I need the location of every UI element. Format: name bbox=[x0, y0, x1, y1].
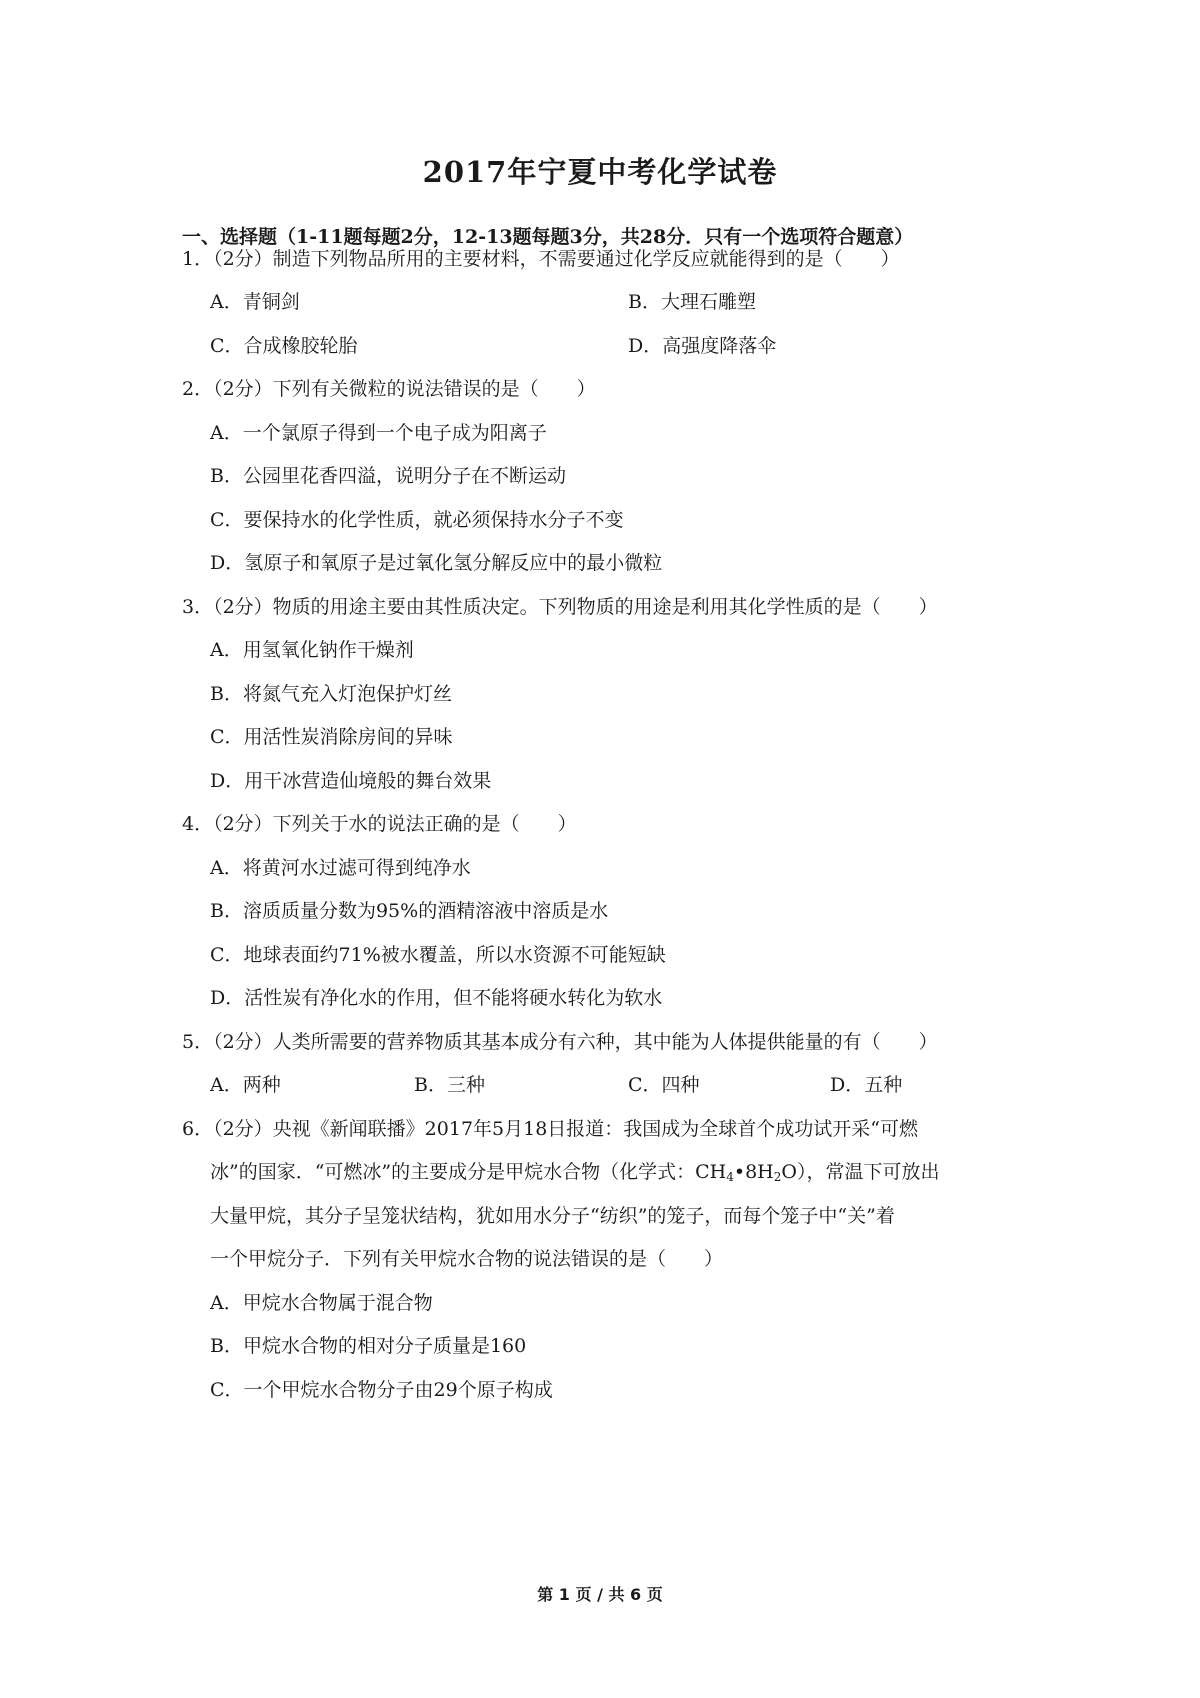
question-3-option-d: D．用干冰营造仙境般的舞台效果 bbox=[210, 770, 492, 792]
question-6-stem-line-3: 大量甲烷，其分子呈笼状结构，犹如用水分子“纺织”的笼子，而每个笼子中“关”着 bbox=[210, 1205, 895, 1227]
question-5-option-d: D．五种 bbox=[830, 1074, 903, 1096]
question-2-stem: 2．（2分）下列有关微粒的说法错误的是（ ） bbox=[182, 378, 596, 400]
question-1-option-d: D．高强度降落伞 bbox=[628, 335, 777, 357]
question-4-option-a: A．将黄河水过滤可得到纯净水 bbox=[210, 857, 471, 879]
question-1-option-c: C．合成橡胶轮胎 bbox=[210, 335, 358, 357]
question-6-option-a: A．甲烷水合物属于混合物 bbox=[210, 1292, 433, 1314]
question-2-option-a: A．一个氯原子得到一个电子成为阳离子 bbox=[210, 422, 547, 444]
question-6-stem-line-4: 一个甲烷分子．下列有关甲烷水合物的说法错误的是（ ） bbox=[210, 1248, 724, 1270]
question-3-option-a: A．用氢氧化钠作干燥剂 bbox=[210, 639, 414, 661]
question-6-formula-subscript-1: 4 bbox=[726, 1170, 734, 1184]
question-6-stem-line-2-post: O），常温下可放出 bbox=[781, 1161, 940, 1183]
question-5-option-c: C．四种 bbox=[628, 1074, 700, 1096]
question-4-option-b: B．溶质质量分数为95%的酒精溶液中溶质是水 bbox=[210, 900, 609, 922]
page-footer: 第 1 页 / 共 6 页 bbox=[537, 1585, 663, 1604]
question-6-option-c: C．一个甲烷水合物分子由29个原子构成 bbox=[210, 1379, 553, 1401]
question-4-stem: 4．（2分）下列关于水的说法正确的是（ ） bbox=[182, 813, 577, 835]
question-1-stem: 1．（2分）制造下列物品所用的主要材料，不需要通过化学反应就能得到的是（ ） bbox=[182, 248, 900, 270]
question-5-option-b: B．三种 bbox=[414, 1074, 485, 1096]
question-4-option-c: C．地球表面约71%被水覆盖，所以水资源不可能短缺 bbox=[210, 944, 666, 966]
question-3-option-c: C．用活性炭消除房间的异味 bbox=[210, 726, 453, 748]
question-6-formula-subscript-2: 2 bbox=[773, 1170, 782, 1184]
question-6-stem-line-2-pre: 冰”的国家．“可燃冰”的主要成分是甲烷水合物（化学式：CH bbox=[210, 1161, 727, 1183]
question-6-stem-line-2-mid: •8H bbox=[733, 1161, 774, 1183]
question-3-stem: 3．（2分）物质的用途主要由其性质决定。下列物质的用途是利用其化学性质的是（ ） bbox=[182, 596, 938, 618]
question-5-stem: 5．（2分）人类所需要的营养物质其基本成分有六种，其中能为人体提供能量的有（ ） bbox=[182, 1031, 938, 1053]
question-1-option-b: B．大理石雕塑 bbox=[628, 291, 756, 313]
question-2-option-b: B．公园里花香四溢，说明分子在不断运动 bbox=[210, 465, 566, 487]
section-heading: 一、选择题（1-11题每题2分，12-13题每题3分，共28分．只有一个选项符合题意） bbox=[182, 226, 914, 248]
question-6-option-b: B．甲烷水合物的相对分子质量是160 bbox=[210, 1335, 527, 1357]
question-1-option-a: A．青铜剑 bbox=[210, 291, 300, 313]
question-6-stem-line-2 bbox=[210, 1163, 939, 1183]
question-4-option-d: D．活性炭有净化水的作用，但不能将硬水转化为软水 bbox=[210, 987, 663, 1009]
question-3-option-b: B．将氮气充入灯泡保护灯丝 bbox=[210, 683, 452, 705]
question-2-option-d: D．氢原子和氧原子是过氧化氢分解反应中的最小微粒 bbox=[210, 552, 663, 574]
question-6-stem-line-1: 6．（2分）央视《新闻联播》2017年5月18日报道：我国成为全球首个成功试开采“可燃 bbox=[182, 1118, 919, 1140]
question-2-option-c: C．要保持水的化学性质，就必须保持水分子不变 bbox=[210, 509, 624, 531]
page-title: 2017年宁夏中考化学试卷 bbox=[422, 155, 778, 189]
question-5-option-a: A．两种 bbox=[210, 1074, 281, 1096]
